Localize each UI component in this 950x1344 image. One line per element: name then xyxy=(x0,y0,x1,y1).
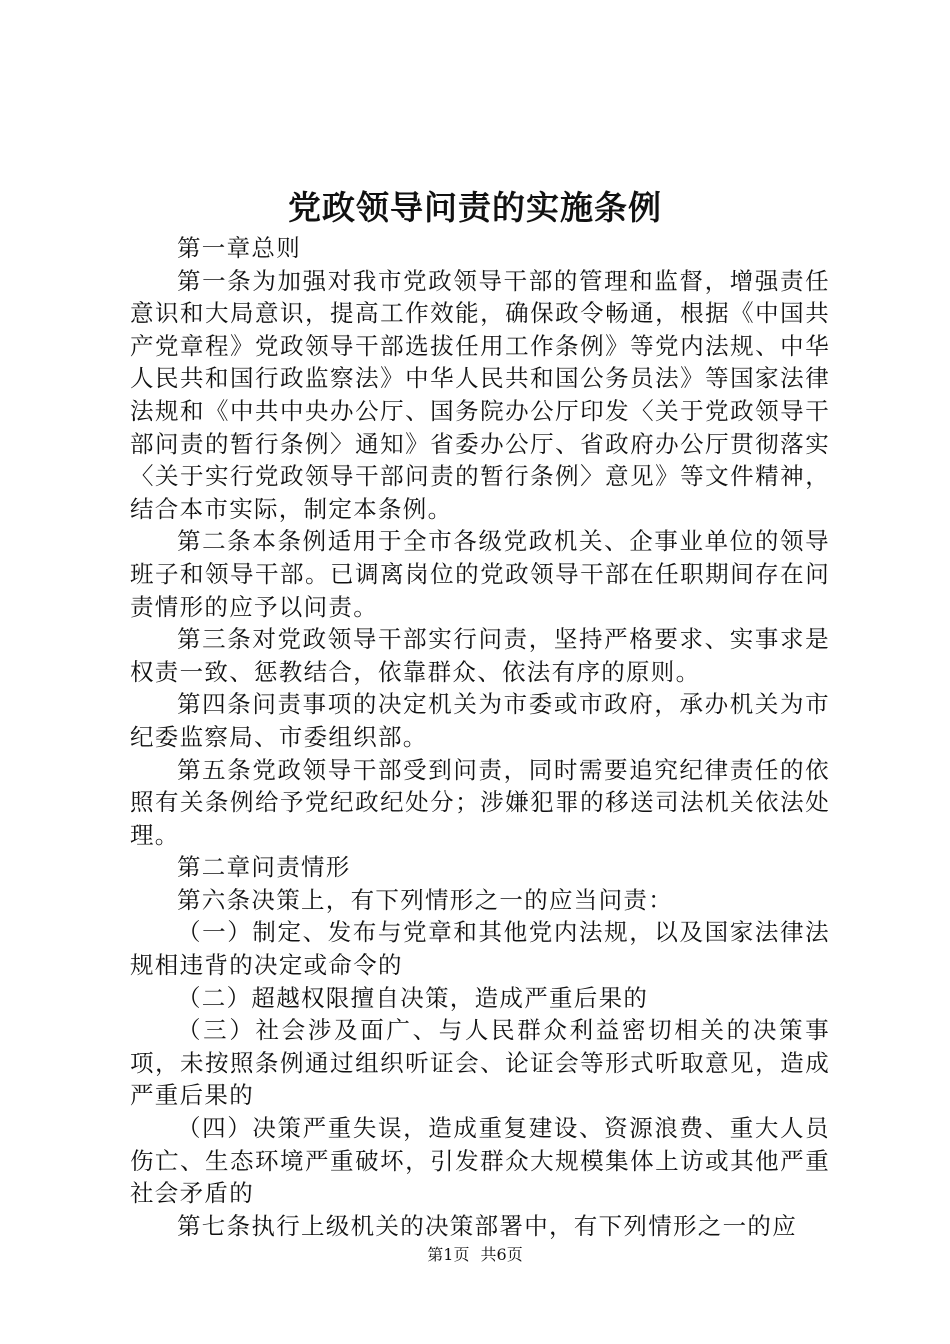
page-footer xyxy=(0,1244,950,1266)
article-paragraph: 第二条本条例适用于全市各级党政机关、企事业单位的领导班子和领导干部。已调离岗位的党政领导干部在任职期间存在问责情形的应予以问责。 xyxy=(130,527,830,621)
article-paragraph: 第六条决策上，有下列情形之一的应当问责： xyxy=(177,885,673,914)
article-paragraph: 第七条执行上级机关的决策部署中，有下列情形之一的应 xyxy=(177,1211,797,1240)
article-paragraph: 第三条对党政领导干部实行问责，坚持严格要求、实事求是权责一致、惩教结合，依靠群众、依法有序的原则。 xyxy=(130,625,830,686)
list-item: （三）社会涉及面广、与人民群众利益密切相关的决策事项，未按照条例通过组织听证会、论证会等形式听取意见，造成严重后果的 xyxy=(130,1016,830,1110)
document-body xyxy=(130,232,830,1242)
document-title: 党政领导问责的实施条例 xyxy=(288,188,662,227)
list-item: （二）超越权限擅自决策，造成严重后果的 xyxy=(177,983,649,1012)
article-paragraph: 第一条为加强对我市党政领导干部的管理和监督，增强责任意识和大局意识，提高工作效能，确保政令畅通，根据《中国共产党章程》党政领导干部选拔任用工作条例》等党内法规、中华人民共和国行政监察法》中华人民共和国公务员法》等国家法律法规和《中共中央办公厅、国务院办公厅印发〈关于党政领导干部问责的暂行条例〉通知》省委办公厅、省政府办公厅贯彻落实〈关于实行党政领导干部问责的暂行条例〉意见》等文件精神，结合本市实际，制定本条例。 xyxy=(130,266,830,523)
list-item: （一）制定、发布与党章和其他党内法规，以及国家法律法规相违背的决定或命令的 xyxy=(130,918,830,980)
list-item: （四）决策严重失误，造成重复建设、资源浪费、重大人员伤亡、生态环境严重破坏，引发群众大规模集体上访或其他严重社会矛盾的 xyxy=(130,1114,830,1208)
chapter-heading: 第二章问责情形 xyxy=(177,853,351,882)
article-paragraph: 第四条问责事项的决定机关为市委或市政府，承办机关为市纪委监察局、市委组织部。 xyxy=(130,690,830,751)
chapter-heading: 第一章总则 xyxy=(177,234,301,262)
page-total: 共6页 xyxy=(480,1245,523,1264)
page-number: 第1页 xyxy=(427,1245,470,1264)
article-paragraph: 第五条党政领导干部受到问责，同时需要追究纪律责任的依照有关条例给予党纪政纪处分；涉嫌犯罪的移送司法机关依法处理。 xyxy=(130,755,830,849)
